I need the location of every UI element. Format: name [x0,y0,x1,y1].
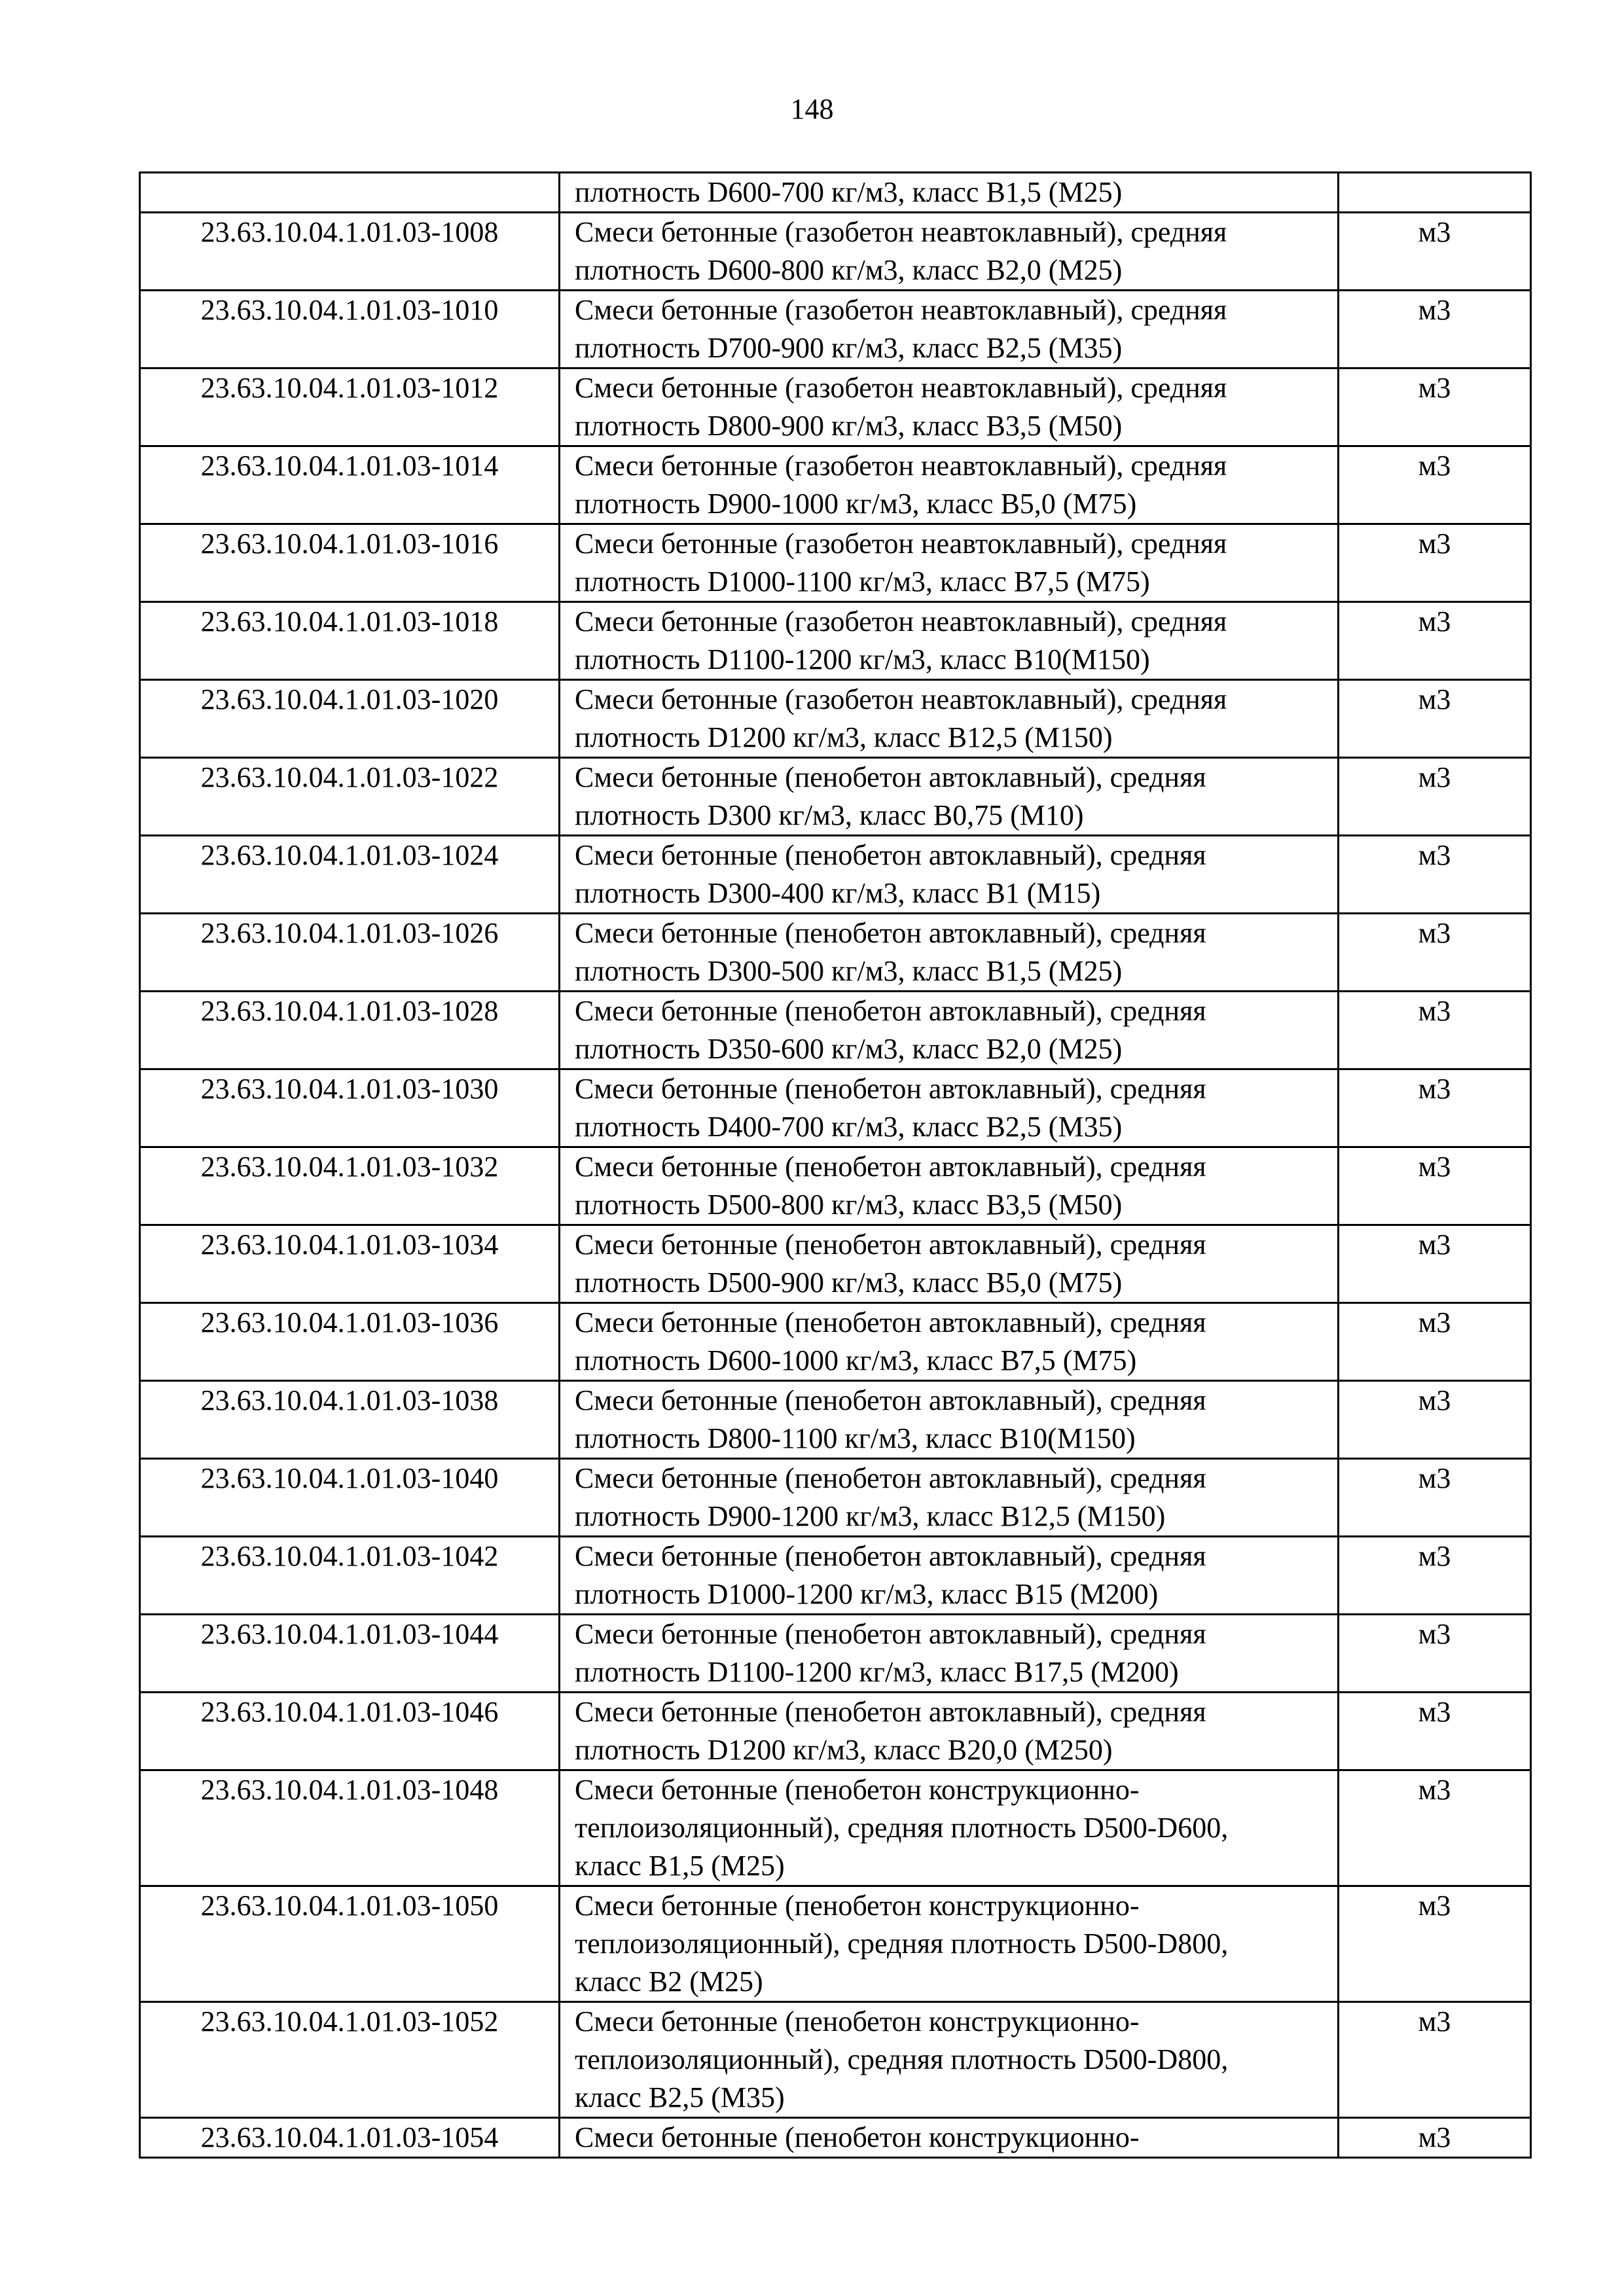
row-unit: м3 [1418,1618,1451,1650]
row-code: 23.63.10.04.1.01.03-1010 [200,294,499,326]
row-code: 23.63.10.04.1.01.03-1022 [200,761,499,793]
row-name-line: Смеси бетонные (пенобетон автоклавный), средняя [575,1306,1206,1338]
row-unit-cell [1339,1615,1531,1693]
row-name-cell [560,1693,1339,1770]
row-name-cell [560,1537,1339,1615]
row-code-cell [140,291,560,368]
row-name-cell [560,1615,1339,1693]
row-code: 23.63.10.04.1.01.03-1044 [200,1618,499,1650]
row-name-line: Смеси бетонные (пенобетон автоклавный), средняя [575,1696,1206,1728]
row-unit: м3 [1418,450,1451,482]
table-row [140,836,1531,914]
row-name-line: плотность D600-800 кг/м3, класс B2,0 (M25) [575,254,1123,286]
row-code-cell [140,1225,560,1303]
row-unit-cell [1339,602,1531,680]
row-name-line: плотность D500-800 кг/м3, класс B3,5 (M50) [575,1189,1123,1221]
row-unit: м3 [1418,917,1451,949]
table-row [140,446,1531,524]
row-name-line: теплоизоляционный), средняя плотность D500-D800, [575,1928,1229,1960]
row-name-line: Смеси бетонные (пенобетон конструкционно- [575,1774,1140,1806]
table-row [140,173,1531,213]
row-name-line: Смеси бетонные (пенобетон автоклавный), средняя [575,1151,1206,1183]
row-name-line: плотность D800-900 кг/м3, класс B3,5 (M50) [575,410,1123,442]
row-name-cell [560,173,1339,213]
row-code: 23.63.10.04.1.01.03-1032 [200,1151,499,1183]
row-unit: м3 [1418,1384,1451,1416]
row-code: 23.63.10.04.1.01.03-1008 [200,216,499,248]
row-unit: м3 [1418,216,1451,248]
row-code-cell [140,758,560,836]
row-code-cell [140,1147,560,1225]
row-name-line: Смеси бетонные (пенобетон автоклавный), средняя [575,1229,1206,1261]
row-code: 23.63.10.04.1.01.03-1030 [200,1073,499,1105]
table-row [140,291,1531,368]
row-name-line: Смеси бетонные (пенобетон автоклавный), средняя [575,761,1206,793]
row-name-cell [560,602,1339,680]
table-row [140,1537,1531,1615]
table-row [140,602,1531,680]
row-unit: м3 [1418,2121,1451,2153]
row-name-line: Смеси бетонные (пенобетон автоклавный), средняя [575,995,1206,1027]
row-name-cell [560,1381,1339,1459]
row-name-line: Смеси бетонные (пенобетон конструкционно- [575,1890,1140,1922]
row-code: 23.63.10.04.1.01.03-1012 [200,372,499,404]
table-row [140,1303,1531,1381]
row-code-cell [140,524,560,602]
row-name-line: плотность D800-1100 кг/м3, класс B10(M150) [575,1422,1136,1454]
row-name-line: Смеси бетонные (пенобетон конструкционно- [575,2005,1140,2037]
row-name-line: плотность D300-400 кг/м3, класс B1 (M15) [575,877,1101,909]
row-unit-cell [1339,2118,1531,2158]
row-name-line: плотность D300-500 кг/м3, класс B1,5 (M25) [575,955,1123,987]
row-code-cell [140,1303,560,1381]
row-unit-cell [1339,524,1531,602]
row-unit-cell [1339,1693,1531,1770]
row-unit: м3 [1418,839,1451,871]
row-code-cell [140,992,560,1069]
row-unit: м3 [1418,1073,1451,1105]
table-row [140,1615,1531,1693]
row-code: 23.63.10.04.1.01.03-1042 [200,1540,499,1572]
row-unit-cell [1339,2002,1531,2118]
row-unit-cell [1339,1225,1531,1303]
row-unit-cell [1339,1537,1531,1615]
row-name-line: плотность D600-700 кг/м3, класс B1,5 (M25) [575,176,1123,208]
row-unit: м3 [1418,1462,1451,1494]
row-name-cell [560,213,1339,291]
table-row [140,213,1531,291]
row-code-cell [140,1537,560,1615]
row-code: 23.63.10.04.1.01.03-1024 [200,839,499,871]
row-unit-cell [1339,836,1531,914]
row-unit: м3 [1418,1306,1451,1338]
row-code-cell [140,602,560,680]
table-row [140,680,1531,758]
row-name-cell [560,992,1339,1069]
row-name-cell [560,2118,1339,2158]
row-name-cell [560,524,1339,602]
row-name-line: плотность D900-1000 кг/м3, класс B5,0 (M75) [575,488,1137,520]
row-name-line: Смеси бетонные (пенобетон автоклавный), средняя [575,917,1206,949]
table-row [140,1886,1531,2002]
row-code: 23.63.10.04.1.01.03-1034 [200,1229,499,1261]
row-name-line: класс B1,5 (M25) [575,1850,785,1882]
row-name-line: плотность D500-900 кг/м3, класс B5,0 (M75) [575,1266,1123,1299]
row-unit: м3 [1418,683,1451,715]
row-code-cell [140,2002,560,2118]
table-row [140,1693,1531,1770]
row-name-line: плотность D300 кг/м3, класс B0,75 (M10) [575,799,1084,831]
row-name-line: Смеси бетонные (газобетон неавтоклавный), средняя [575,372,1227,404]
row-code-cell [140,368,560,446]
row-name-line: Смеси бетонные (газобетон неавтоклавный), средняя [575,294,1227,326]
row-name-line: Смеси бетонные (пенобетон автоклавный), средняя [575,1618,1206,1650]
row-name-line: Смеси бетонные (газобетон неавтоклавный), средняя [575,216,1227,248]
row-unit-cell [1339,1147,1531,1225]
row-unit: м3 [1418,995,1451,1027]
row-unit-cell [1339,173,1531,213]
row-name-cell [560,446,1339,524]
row-unit: м3 [1418,2005,1451,2037]
row-code: 23.63.10.04.1.01.03-1028 [200,995,499,1027]
row-code: 23.63.10.04.1.01.03-1054 [200,2121,499,2153]
row-name-line: класс B2,5 (M35) [575,2081,785,2113]
table-row [140,992,1531,1069]
row-name-line: Смеси бетонные (пенобетон автоклавный), средняя [575,839,1206,871]
row-code: 23.63.10.04.1.01.03-1040 [200,1462,499,1494]
row-code-cell [140,446,560,524]
row-name-line: Смеси бетонные (пенобетон автоклавный), средняя [575,1384,1206,1416]
row-name-line: плотность D1200 кг/м3, класс B12,5 (M150) [575,721,1113,753]
row-name-line: теплоизоляционный), средняя плотность D500-D600, [575,1812,1229,1844]
row-unit-cell [1339,1069,1531,1147]
row-name-cell [560,1459,1339,1537]
table-row [140,1381,1531,1459]
table-row [140,1069,1531,1147]
table-row [140,524,1531,602]
row-code-cell [140,836,560,914]
row-code-cell [140,1459,560,1537]
row-code-cell [140,1381,560,1459]
row-name-line: Смеси бетонные (пенобетон конструкционно- [575,2121,1140,2153]
row-unit-cell [1339,992,1531,1069]
row-unit-cell [1339,446,1531,524]
row-code: 23.63.10.04.1.01.03-1020 [200,683,499,715]
row-unit: м3 [1418,528,1451,560]
row-unit: м3 [1418,1229,1451,1261]
row-name-cell [560,1886,1339,2002]
row-unit: м3 [1418,1774,1451,1806]
table-row [140,1225,1531,1303]
row-name-line: Смеси бетонные (пенобетон автоклавный), средняя [575,1540,1206,1572]
row-code-cell [140,1693,560,1770]
row-name-line: Смеси бетонные (газобетон неавтоклавный), средняя [575,450,1227,482]
table-row [140,1459,1531,1537]
row-name-cell [560,2002,1339,2118]
row-code: 23.63.10.04.1.01.03-1048 [200,1774,499,1806]
row-name-line: Смеси бетонные (газобетон неавтоклавный), средняя [575,683,1227,715]
row-unit-cell [1339,213,1531,291]
page-number: 148 [790,93,834,125]
row-code: 23.63.10.04.1.01.03-1016 [200,528,499,560]
table-row [140,2118,1531,2158]
row-unit: м3 [1418,294,1451,326]
row-name-line: плотность D400-700 кг/м3, класс B2,5 (M35) [575,1111,1123,1143]
row-name-line: Смеси бетонные (пенобетон автоклавный), средняя [575,1462,1206,1494]
row-name-cell [560,758,1339,836]
row-name-cell [560,291,1339,368]
row-unit-cell [1339,758,1531,836]
row-code-cell [140,213,560,291]
table-row [140,2002,1531,2118]
row-name-line: Смеси бетонные (газобетон неавтоклавный), средняя [575,528,1227,560]
row-name-cell [560,914,1339,992]
row-code-cell [140,1770,560,1886]
row-name-cell [560,836,1339,914]
table-row [140,368,1531,446]
row-name-line: плотность D700-900 кг/м3, класс B2,5 (M35) [575,332,1123,364]
table-row [140,1147,1531,1225]
row-code: 23.63.10.04.1.01.03-1038 [200,1384,499,1416]
row-name-cell [560,1147,1339,1225]
row-code-cell [140,914,560,992]
row-name-line: плотность D1200 кг/м3, класс B20,0 (M250) [575,1734,1113,1766]
row-name-line: плотность D1000-1200 кг/м3, класс B15 (M200) [575,1578,1159,1610]
materials-table [139,171,1532,2159]
row-name-line: Смеси бетонные (газобетон неавтоклавный), средняя [575,605,1227,637]
row-unit-cell [1339,1381,1531,1459]
row-unit: м3 [1418,605,1451,637]
row-code: 23.63.10.04.1.01.03-1052 [200,2005,499,2037]
row-unit: м3 [1418,1151,1451,1183]
row-unit: м3 [1418,372,1451,404]
row-unit-cell [1339,914,1531,992]
row-name-cell [560,1225,1339,1303]
row-unit-cell [1339,1303,1531,1381]
row-name-line: плотность D900-1200 кг/м3, класс B12,5 (M150) [575,1500,1166,1532]
row-code-cell [140,2118,560,2158]
row-code-cell [140,680,560,758]
materials-table-body [140,173,1531,2158]
row-code: 23.63.10.04.1.01.03-1036 [200,1306,499,1338]
row-unit-cell [1339,680,1531,758]
row-name-cell [560,1303,1339,1381]
row-code-cell [140,173,560,213]
row-unit: м3 [1418,1540,1451,1572]
row-code-cell [140,1615,560,1693]
row-name-line: плотность D1100-1200 кг/м3, класс B17,5 (M200) [575,1656,1179,1688]
row-name-cell [560,1069,1339,1147]
row-code-cell [140,1069,560,1147]
row-unit-cell [1339,1886,1531,2002]
row-code: 23.63.10.04.1.01.03-1026 [200,917,499,949]
row-unit: м3 [1418,1696,1451,1728]
row-name-line: теплоизоляционный), средняя плотность D500-D800, [575,2043,1229,2075]
row-unit-cell [1339,291,1531,368]
row-unit-cell [1339,1770,1531,1886]
row-code: 23.63.10.04.1.01.03-1050 [200,1890,499,1922]
row-name-cell [560,368,1339,446]
row-code: 23.63.10.04.1.01.03-1046 [200,1696,499,1728]
row-unit: м3 [1418,761,1451,793]
row-name-line: плотность D1000-1100 кг/м3, класс B7,5 (M75) [575,565,1150,598]
table-row [140,1770,1531,1886]
row-code: 23.63.10.04.1.01.03-1014 [200,450,499,482]
row-unit-cell [1339,1459,1531,1537]
row-name-line: Смеси бетонные (пенобетон автоклавный), средняя [575,1073,1206,1105]
table-row [140,914,1531,992]
row-name-line: класс B2 (M25) [575,1965,763,1998]
row-name-line: плотность D600-1000 кг/м3, класс B7,5 (M75) [575,1344,1137,1376]
row-unit: м3 [1418,1890,1451,1922]
row-name-line: плотность D350-600 кг/м3, класс B2,0 (M25) [575,1033,1123,1065]
table-row [140,758,1531,836]
row-name-cell [560,680,1339,758]
row-code-cell [140,1886,560,2002]
row-code: 23.63.10.04.1.01.03-1018 [200,605,499,637]
row-name-line: плотность D1100-1200 кг/м3, класс B10(M150) [575,643,1150,675]
row-unit-cell [1339,368,1531,446]
row-name-cell [560,1770,1339,1886]
